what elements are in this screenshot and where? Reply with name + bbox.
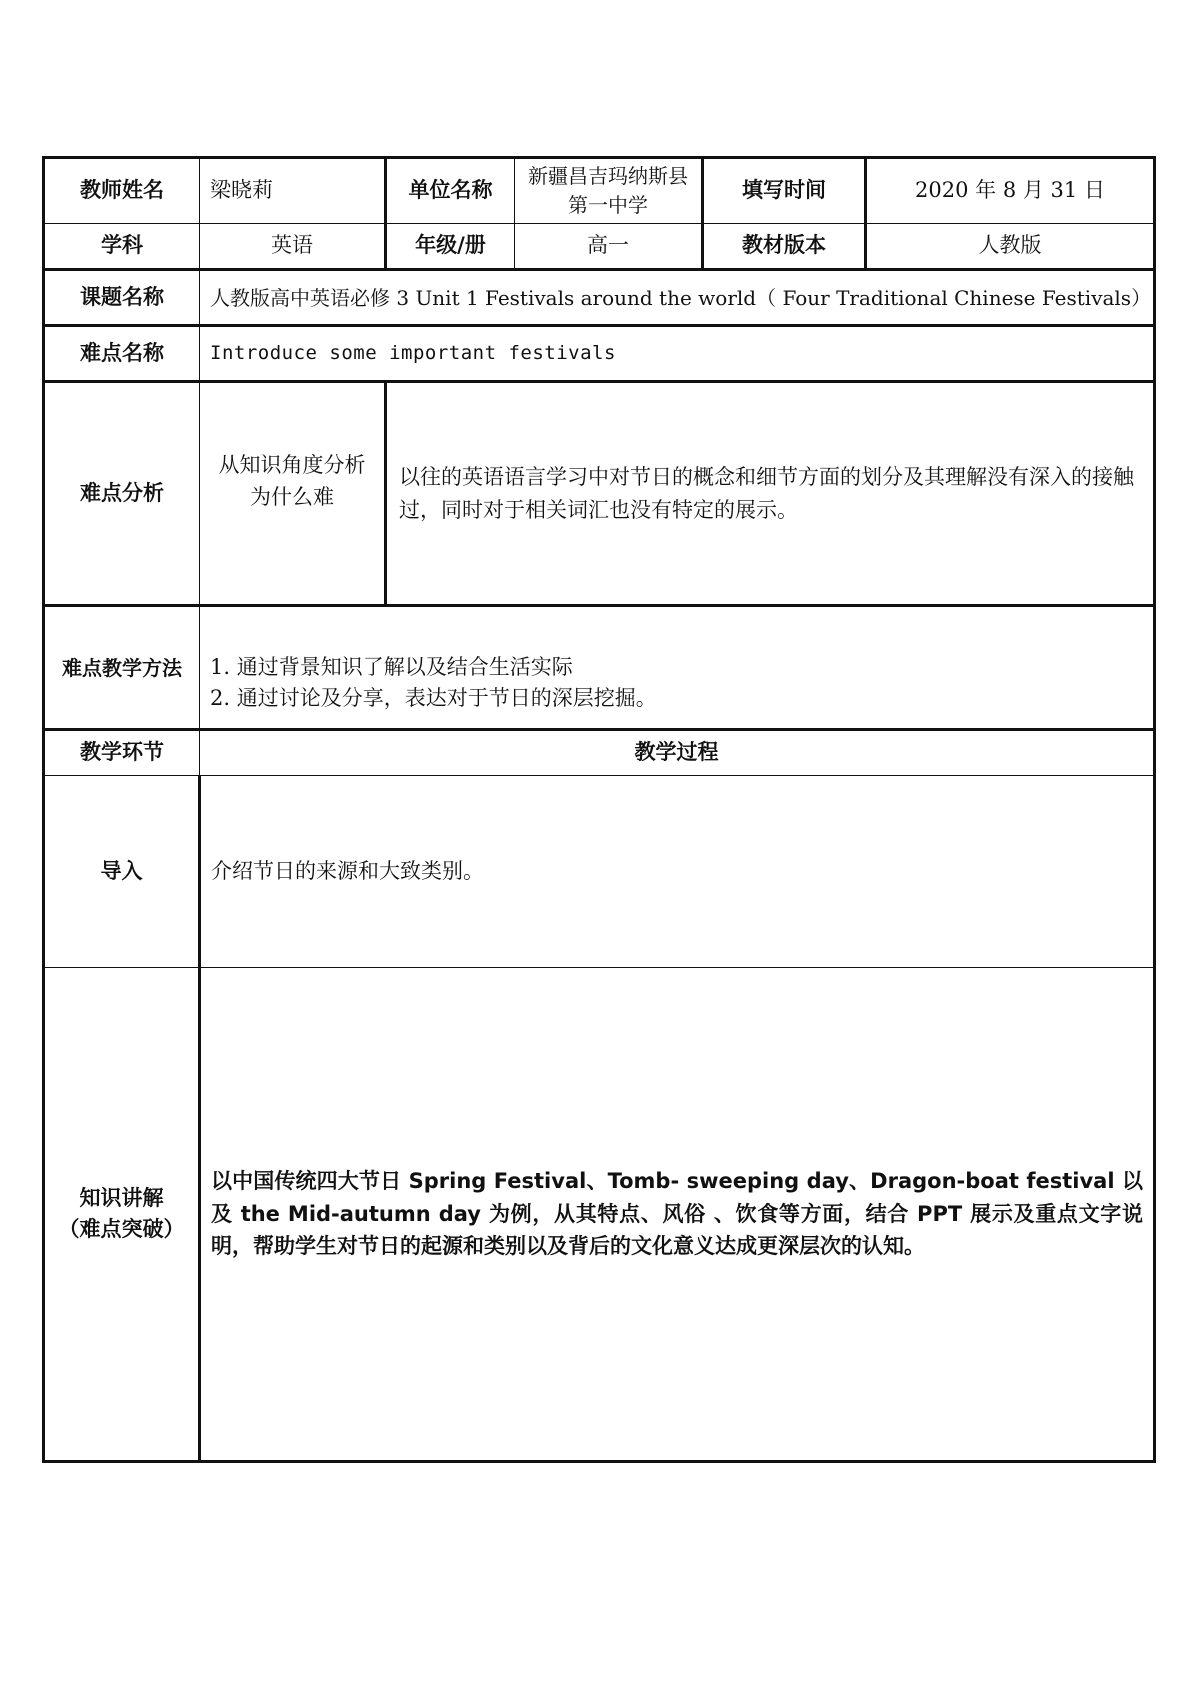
stage-label: 教学环节 <box>44 730 200 776</box>
header-row-1 <box>44 158 1155 224</box>
lesson-plan-table <box>42 156 1156 1463</box>
date-label: 填写时间 <box>703 158 866 224</box>
intro-value: 介绍节日的来源和大致类别。 <box>200 776 1155 968</box>
topic-row <box>44 270 1155 326</box>
subject-label: 学科 <box>44 224 200 270</box>
edition-label: 教材版本 <box>703 224 866 270</box>
analysis-label: 难点分析 <box>44 382 200 606</box>
knowledge-row <box>44 968 1155 1462</box>
knowledge-label <box>44 968 200 1462</box>
subject-value: 英语 <box>200 224 386 270</box>
analysis-sub-label-text: 从知识角度分析为什么难 <box>218 453 366 509</box>
header-row-2 <box>44 224 1155 270</box>
date-value: 2020 年 8 月 31 日 <box>866 158 1155 224</box>
process-header-row <box>44 730 1155 776</box>
knowledge-value: 以中国传统四大节日 Spring Festival、Tomb- sweeping day、Dragon-boat festival 以及 the Mid-autumn day 为例，从其特点、风俗 、饮食等方面，结合 PPT 展示及重点文字说明，帮助学生对节日的起源和类别以及背后的文化意义达成更深层次的认知。 <box>200 968 1155 1462</box>
topic-value: 人教版高中英语必修 3 Unit 1 Festivals around the world（ Four Traditional Chinese Festivals） <box>200 270 1155 326</box>
unit-name: 新疆昌吉玛纳斯县第一中学 <box>515 158 703 224</box>
knowledge-label-line-2: （难点突破） <box>58 1217 185 1241</box>
difficulty-row <box>44 326 1155 382</box>
analysis-row <box>44 382 1155 606</box>
grade-label: 年级/册 <box>386 224 515 270</box>
analysis-value: 以往的英语语言学习中对节日的概念和细节方面的划分及其理解没有深入的接触过，同时对于相关词汇也没有特定的展示。 <box>386 382 1155 606</box>
difficulty-label: 难点名称 <box>44 326 200 382</box>
topic-label: 课题名称 <box>44 270 200 326</box>
teacher-name: 梁晓莉 <box>200 158 386 224</box>
unit-label: 单位名称 <box>386 158 515 224</box>
method-row <box>44 606 1155 730</box>
method-label: 难点教学方法 <box>44 606 200 730</box>
difficulty-value: Introduce some important festivals <box>200 326 1155 382</box>
edition-value: 人教版 <box>866 224 1155 270</box>
teacher-label: 教师姓名 <box>44 158 200 224</box>
intro-label: 导入 <box>44 776 200 968</box>
grade-value: 高一 <box>515 224 703 270</box>
process-label: 教学过程 <box>200 730 1155 776</box>
method-line-2: 2. 通过讨论及分享，表达对于节日的深层挖掘。 <box>210 685 657 710</box>
lesson-plan-document <box>42 156 1153 1463</box>
method-value <box>200 606 1155 730</box>
analysis-sub-label <box>200 382 386 606</box>
knowledge-label-line-1: 知识讲解 <box>79 1185 164 1210</box>
intro-row <box>44 776 1155 968</box>
method-line-1: 1. 通过背景知识了解以及结合生活实际 <box>210 655 573 680</box>
